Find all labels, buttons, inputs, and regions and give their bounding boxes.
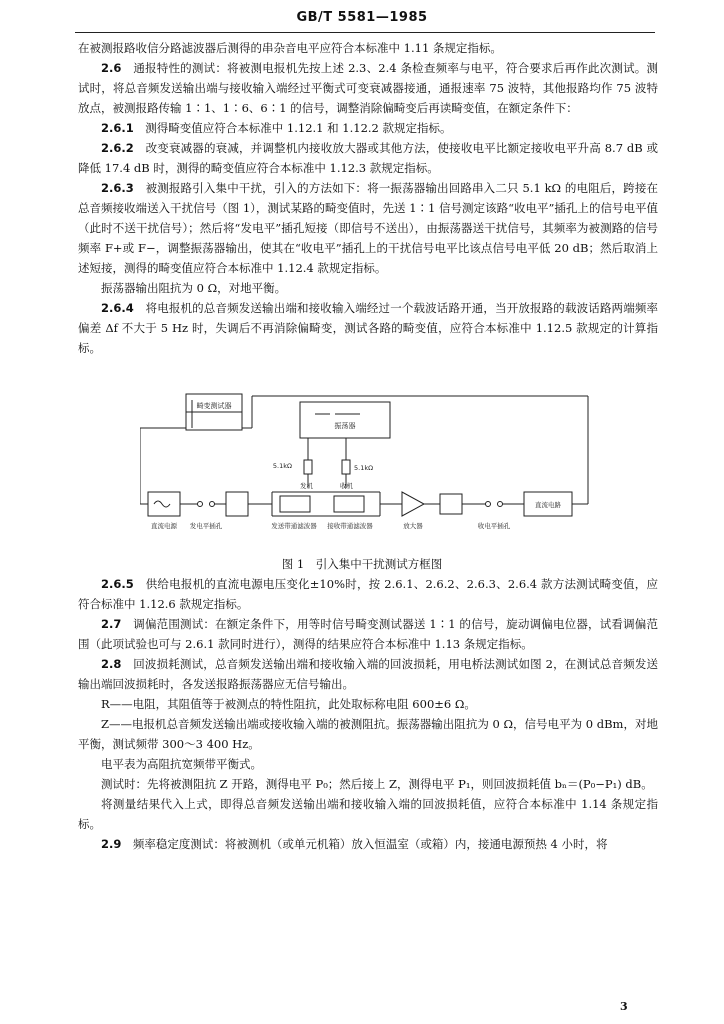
level-meter-note: 电平表为高阻抗宽频带平衡式。 (101, 757, 262, 771)
section-text: 供给电报机的直流电源电压变化±10%时，按 2.6.1、2.6.2、2.6.3、2.6.4 款方法测试畸变值，应符合标准中 1.12.6 款规定指标。 (78, 577, 658, 611)
oscillator-box (300, 402, 390, 438)
label-oscillator: 振荡器 (334, 422, 356, 430)
resistor-r1 (304, 460, 312, 474)
figure-1-diagram (140, 392, 600, 544)
section-number: 2.6.2 (101, 141, 134, 155)
section-2-9 (78, 834, 658, 854)
label-send-filter: 发送带通滤波器 (271, 522, 317, 530)
section-text: 调偏范围测试：在额定条件下，用等时信号畸变测试器送 1∶1 的信号，旋动调偏电位器，试看调偏范围（此项试验也可与 2.6.1 款同时进行），测得的结果应符合本标准中 1.13 条规定指标。 (78, 617, 658, 651)
send-filter-box (280, 496, 310, 512)
section-2-6-3 (78, 178, 658, 278)
label-resistor-2: 5.1kΩ (354, 464, 374, 472)
section-number: 2.9 (101, 837, 122, 851)
section-text: 回波损耗测试，总音频发送输出端和接收输入端的回波损耗，用电桥法测试如图 2，在测试总音频发送输出端回波损耗时，各发送报路振荡器应无信号输出。 (78, 657, 659, 691)
section-2-7 (78, 614, 658, 654)
result-note: 将测量结果代入上式，即得总音频发送输出端和接收输入端的回波损耗值，应符合本标准中 1.14 条规定指标。 (78, 797, 658, 831)
definition-z: Z——电报机总音频发送输出端或接收输入端的被测阻抗。振荡器输出阻抗为 0 Ω，信号电平为 0 dBm，对地平衡，测试频带 300～3 400 Hz。 (78, 717, 658, 751)
test-procedure: 测试时：先将被测阻抗 Z 开路，测得电平 P₀；然后接上 Z，测得电平 P₁，则回波损耗值 bₙ＝(P₀−P₁) dB。 (101, 777, 653, 791)
section-2-6-1 (78, 118, 658, 138)
figure-caption: 图 1 引入集中干扰测试方框图 (281, 557, 443, 571)
section-number: 2.6.5 (101, 577, 134, 591)
text-block-upper (78, 38, 658, 358)
section-text: 频率稳定度测试：将被测机（或单元机箱）放入恒温室（或箱）内，接通电源预热 4 小时，将 (132, 837, 608, 851)
label-amplifier: 放大器 (403, 522, 423, 530)
send-level-jack (198, 502, 203, 507)
section-text: 测得畸变值应符合本标准中 1.12.1 和 1.12.2 款规定指标。 (145, 121, 452, 135)
document-header: GB/T 5581—1985 (296, 10, 428, 25)
amplifier-triangle (402, 492, 424, 516)
label-dc-circuit: 直流电路 (535, 501, 561, 509)
header-rule (75, 32, 655, 33)
section-text: 被测报路引入集中干扰，引入的方法如下：将一振荡器输出回路串入二只 5.1 kΩ 的电阻后，跨接在总音频接收端送入干扰信号（图 1），测试某路的畸变值时，先送 1∶1 信号测定该路“收电平”插孔上的信号电平值（此时不送干扰信号）；然后将“发电平”插孔短接（即信号不送出），由振荡器送干扰信号，其频率为被测路的信号频率 F+或 F−，调整振荡器输出，使其在“收电平”插孔上的干扰信号电平比该点信号电平低 20 dB；然后取消上述短接，测得的畸变值应符合本标准中 1.12.4 款规定指标。 (78, 181, 658, 275)
label-recv: 收机 (340, 482, 353, 490)
section-text: 改变衰减器的衰减，并调整机内接收放大器或其他方法，使接收电平比额定接收电平升高 8.7 dB 或降低 17.4 dB 时，测得的畸变值应符合本标准中 1.12.3 款规定指标。 (78, 141, 658, 175)
section-number: 2.6.3 (101, 181, 134, 195)
section-number: 2.6.4 (101, 301, 134, 315)
recv-filter-box (334, 496, 364, 512)
dc-power-box (148, 492, 180, 516)
label-dc-power: 直流电源 (151, 522, 177, 530)
block-box (440, 494, 462, 514)
section-number: 2.6.1 (101, 121, 134, 135)
section-number: 2.8 (101, 657, 122, 671)
section-2-6-5 (78, 574, 658, 614)
section-text: 将电报机的总音频发送输出端和接收输入端经过一个载波话路开通，当开放报路的载波话路两端频率偏差 Δf 不大于 5 Hz 时，失调后不再消除偏畸变，测试各路的畸变值，应符合本标准中 1.12.5 款规定的计算指标。 (78, 301, 659, 355)
text-block-lower (78, 574, 658, 854)
page-number: 3 (620, 1000, 628, 1013)
label-recv-filter: 接收带通滤波器 (327, 522, 373, 530)
label-distortion-tester: 畸变测试器 (196, 402, 232, 410)
section-2-6-3-note: 振荡器输出阻抗为 0 Ω，对地平衡。 (101, 281, 287, 295)
recv-level-jack (486, 502, 491, 507)
transformer-box (226, 492, 248, 516)
label-resistor-1: 5.1kΩ (272, 462, 292, 470)
section-number: 2.7 (101, 617, 122, 631)
label-send: 发机 (300, 482, 313, 490)
paragraph-top: 在被测报路收信分路滤波器后测得的串杂音电平应符合本标准中 1.11 条规定指标。 (78, 41, 502, 55)
section-2-8 (78, 654, 658, 694)
section-number: 2.6 (101, 61, 122, 75)
label-recv-level-jack: 收电平插孔 (477, 522, 511, 530)
section-text: 通报特性的测试：将被测电报机先按上述 2.3、2.4 条检查频率与电平，符合要求后再作此次测试。测试时，将总音频发送输出端与接收输入端经过平衡式可变衰减器接通，通报速率 75 波特，其他报路均作 75 波特放点，被测报路传输 1∶1、1∶6、6∶1 的信号，调整消除偏畸变后再读畸变值，在额定条件下： (78, 61, 658, 115)
section-2-6-2 (78, 138, 658, 178)
label-send-level-jack: 发电平插孔 (189, 522, 223, 530)
section-2-6 (78, 58, 658, 118)
resistor-r2 (342, 460, 350, 474)
section-2-6-4 (78, 298, 658, 358)
definition-r: R——电阻，其阻值等于被测点的特性阻抗，此处取标称电阻 600±6 Ω。 (101, 697, 476, 711)
